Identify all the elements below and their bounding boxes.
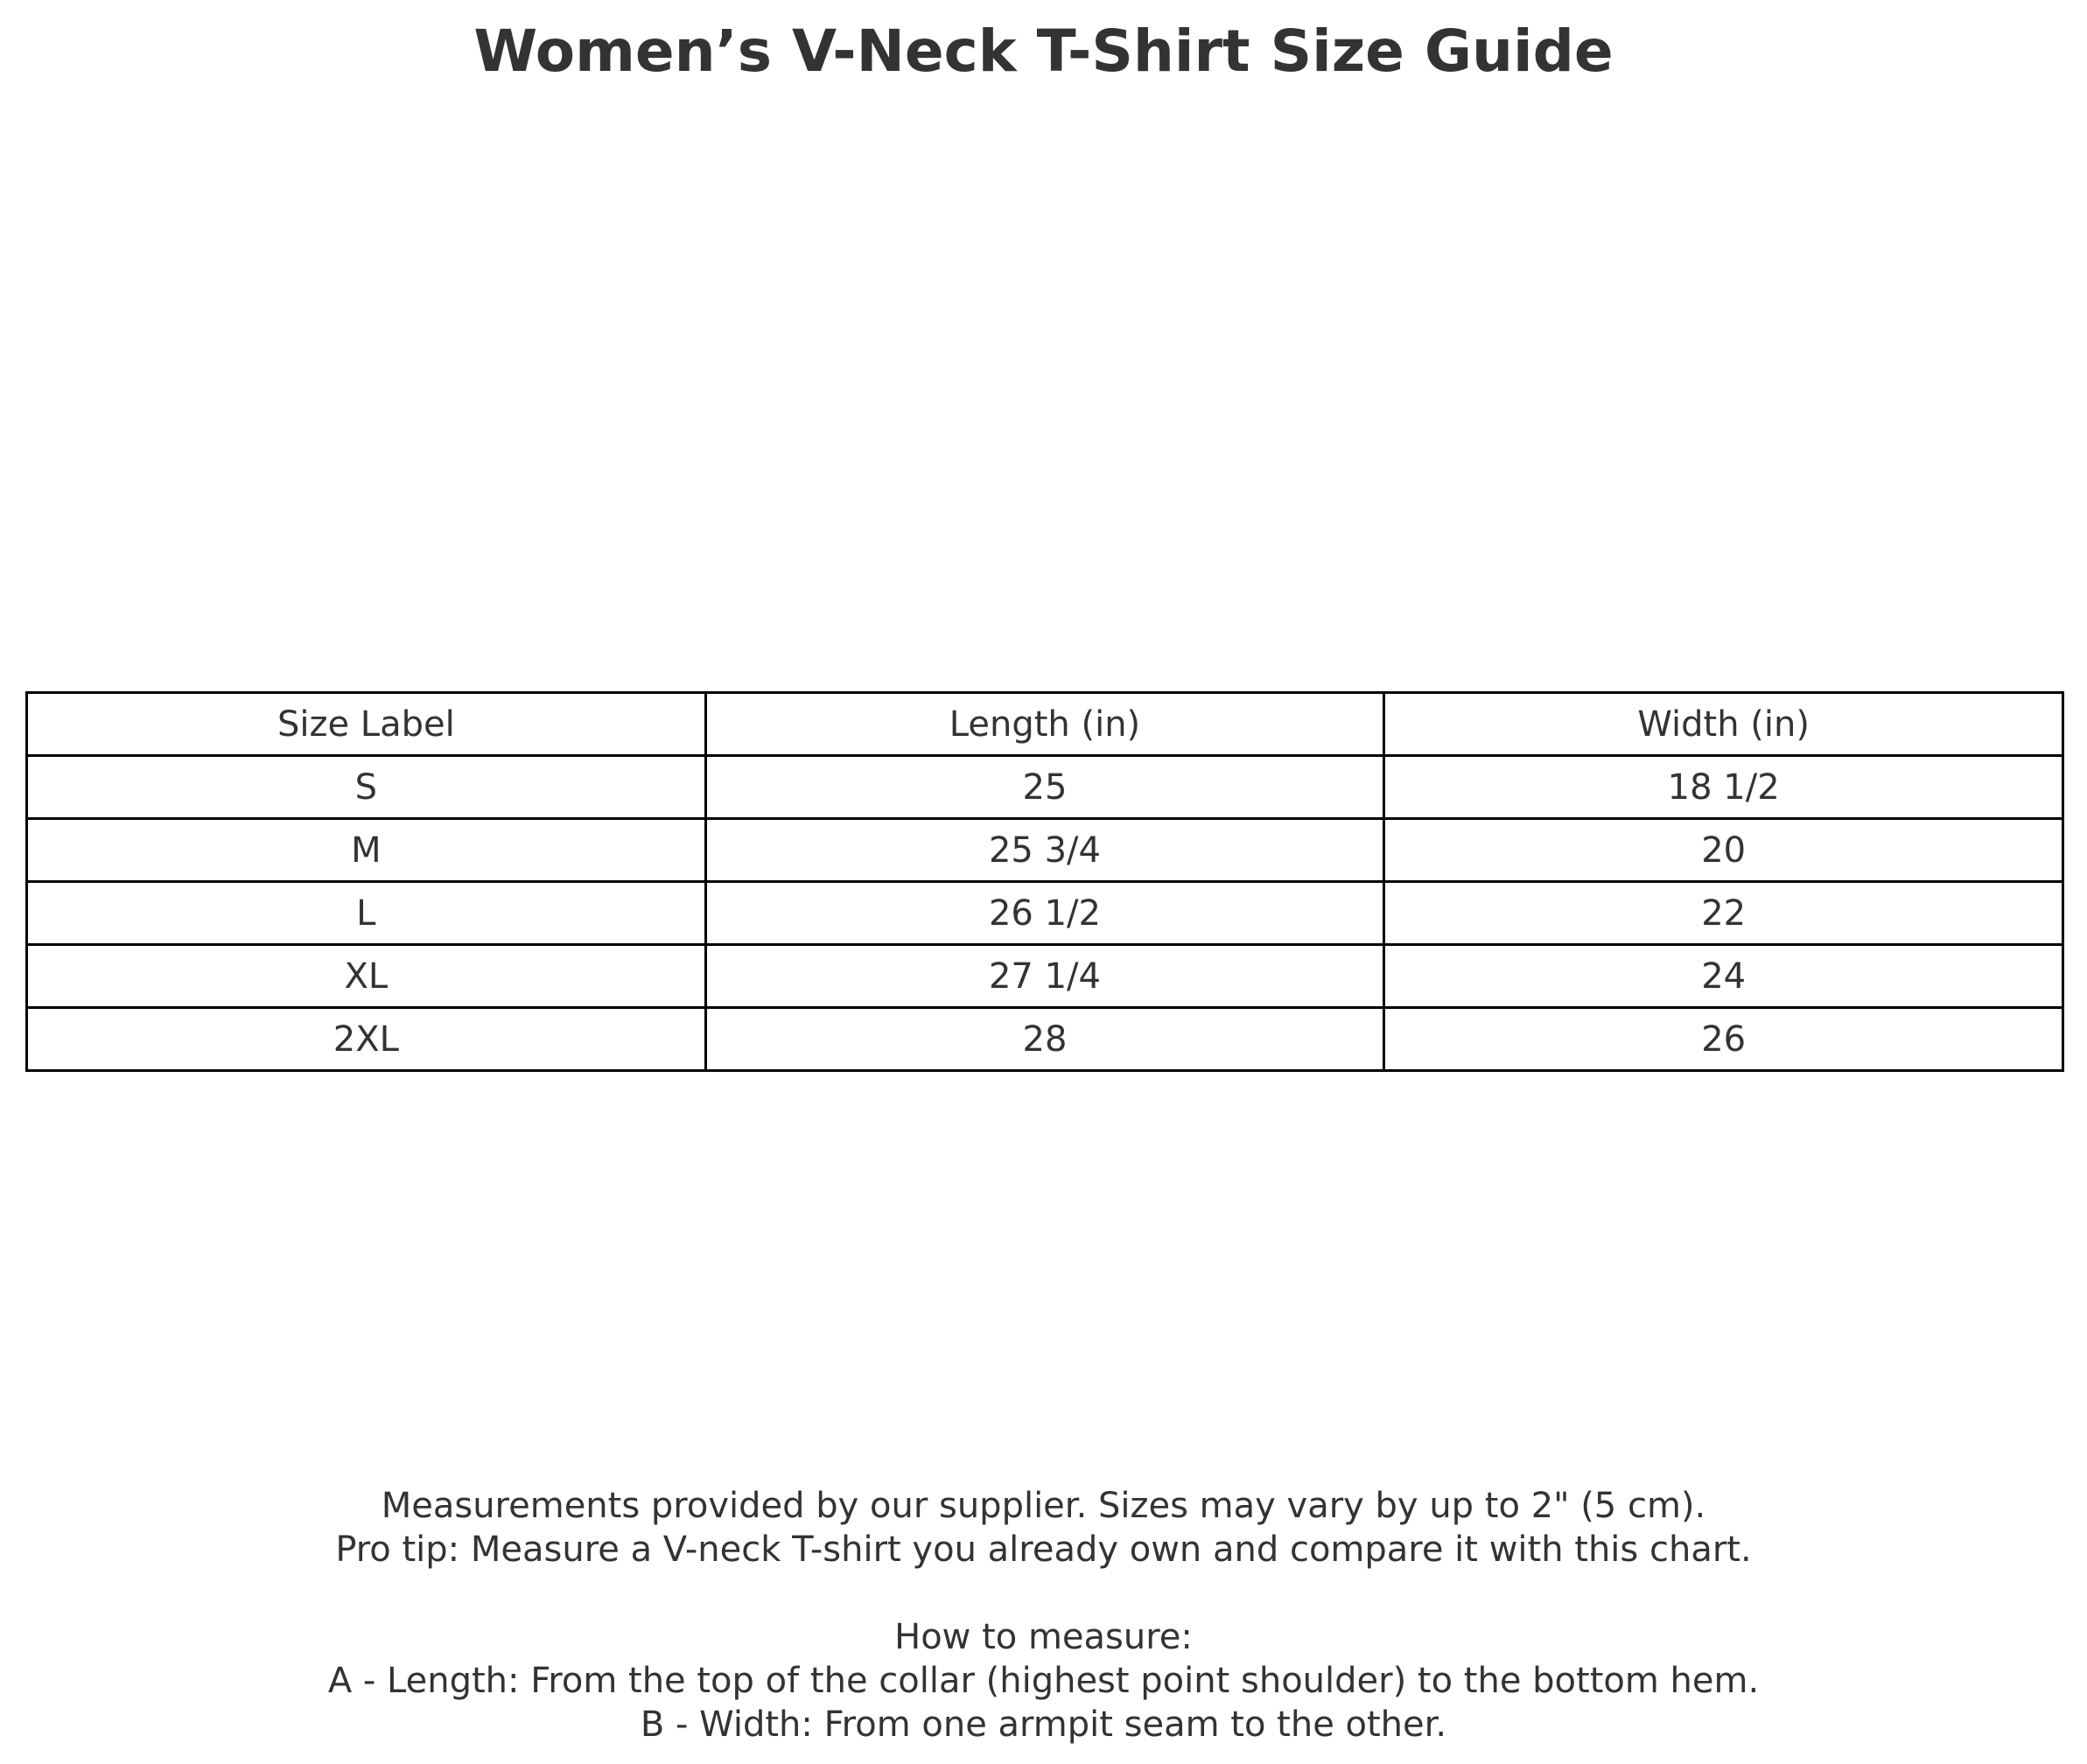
length-instruction: A - Length: From the top of the collar (highest point shoulder) to the bottom hem. xyxy=(327,1661,1760,1701)
cell-size: XL xyxy=(27,945,706,1008)
page-title: Women’s V-Neck T-Shirt Size Guide xyxy=(473,18,1614,85)
cell-length: 25 3/4 xyxy=(705,819,1384,882)
table-row xyxy=(27,819,2063,882)
cell-length: 26 1/2 xyxy=(705,882,1384,945)
table-row xyxy=(27,1008,2063,1071)
cell-width: 20 xyxy=(1384,819,2063,882)
pro-tip: Pro tip: Measure a V-neck T-shirt you already own and compare it with this chart. xyxy=(335,1530,1752,1570)
supplier-note: Measurements provided by our supplier. Sizes may vary by up to 2" (5 cm). xyxy=(381,1486,1706,1526)
cell-length: 25 xyxy=(705,756,1384,819)
cell-size: M xyxy=(27,819,706,882)
cell-width: 22 xyxy=(1384,882,2063,945)
table-row xyxy=(27,945,2063,1008)
width-instruction: B - Width: From one armpit seam to the other. xyxy=(640,1704,1447,1745)
cell-width: 26 xyxy=(1384,1008,2063,1071)
how-to-heading: How to measure: xyxy=(894,1617,1193,1657)
cell-length: 27 1/4 xyxy=(705,945,1384,1008)
header-width: Width (in) xyxy=(1384,693,2063,756)
table-row xyxy=(27,882,2063,945)
measurement-notes xyxy=(0,1484,2087,1746)
cell-width: 24 xyxy=(1384,945,2063,1008)
header-length: Length (in) xyxy=(705,693,1384,756)
table-row xyxy=(27,756,2063,819)
cell-length: 28 xyxy=(705,1008,1384,1071)
size-table xyxy=(25,691,2064,1072)
notes-spacer xyxy=(0,1572,2087,1615)
header-size-label: Size Label xyxy=(27,693,706,756)
cell-size: S xyxy=(27,756,706,819)
cell-size: L xyxy=(27,882,706,945)
cell-size: 2XL xyxy=(27,1008,706,1071)
table-header-row xyxy=(27,693,2063,756)
cell-width: 18 1/2 xyxy=(1384,756,2063,819)
